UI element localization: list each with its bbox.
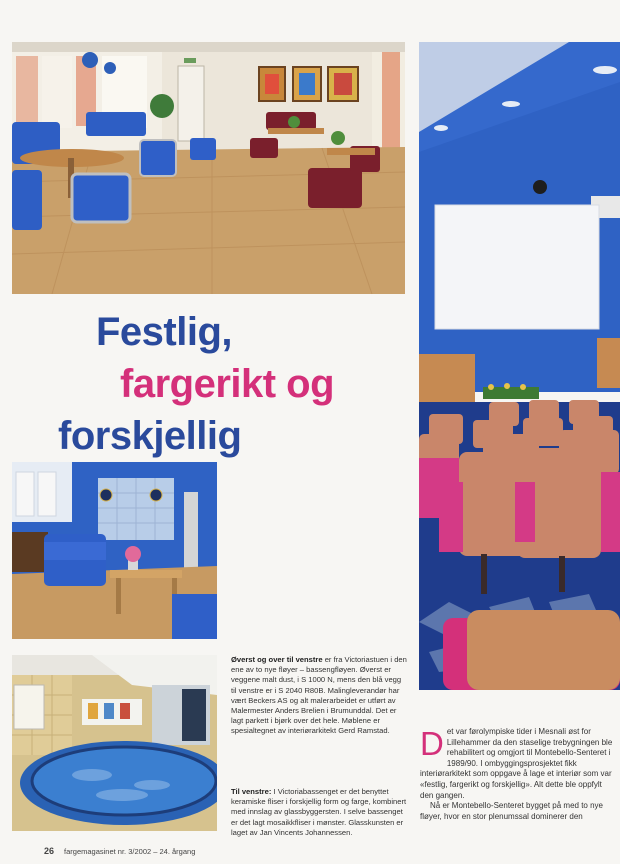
- caption-top-lead: Øverst og over til venstre: [231, 655, 323, 664]
- caption-pool-lead: Til venstre:: [231, 787, 272, 796]
- drop-cap: D: [420, 725, 444, 762]
- headline-line-1: Festlig,: [96, 310, 233, 354]
- auditorium-illustration: [419, 42, 620, 690]
- photo-auditorium: [419, 42, 620, 690]
- lounge-illustration: [12, 42, 405, 294]
- magazine-name: fargemagasinet nr. 3/2002 – 24. årgang: [64, 847, 196, 856]
- blue-room-illustration: [12, 462, 217, 639]
- page-footer: [44, 846, 195, 856]
- caption-pool: [231, 787, 408, 838]
- photo-lounge: [12, 42, 405, 294]
- article-paragraph-2: Nå er Montebello-Senteret bygget på med to nye fløyer, hvor en stor plenumssal dominerer den: [420, 801, 603, 821]
- headline-line-3: forskjellig: [58, 414, 242, 458]
- headline: [58, 306, 334, 462]
- photo-pool: [12, 655, 217, 831]
- caption-top-photos: [231, 655, 408, 737]
- pool-illustration: [12, 655, 217, 831]
- headline-line-2: fargerikt og: [120, 362, 335, 406]
- article-body: [420, 727, 616, 822]
- article-paragraph-1: et var førolympiske tider i Mesnali øst for Lillehammer da den staselige trebygningen ble rehabilitert og omgjort til Montebello-Senteret i 1989/90. I ombyggingsprosjektet fikk interiørarkitekt som oppgave å lage et interiør som var «festlig, fargerikt og forskjellig». Alt dette ble oppfylt den gangen.: [420, 727, 613, 800]
- page-number: 26: [44, 846, 55, 856]
- caption-top-text: er fra Victoriastuen i den ene av to nye fløyer – bassengfløyen. Øverst er veggene malt dust, i S 1000 N, mens den blå vegg til venstre er i S 2040 R80B. Malingleverandør har vært Beckers AS og alt malerarbeidet er utført av Malermester Anders Brelien i Brumunddal. Det er lagt parkett i bjørk over det hele. Møblene er spesialtegnet av interiørarkitekt Gerd Ramstad.: [231, 655, 407, 736]
- photo-blue-room: [12, 462, 217, 639]
- caption-pool-text: I Victoriabassenget er det benyttet keramiske fliser i forskjellig form og farge, kombinert med innslag av glassbyggersten. I selve bassenget er det lagt mosaikkfliser i mønster. Glasskunsten er laget av Jan Vincents Johannessen.: [231, 787, 407, 837]
